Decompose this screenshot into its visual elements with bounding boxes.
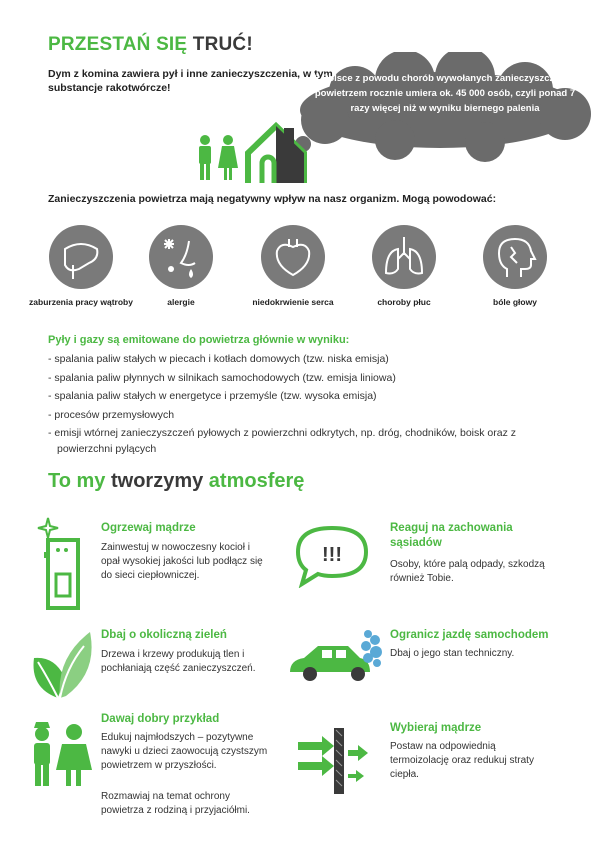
page-title (48, 34, 253, 56)
lungs-icon (372, 225, 436, 289)
intro-text: Dym z komina zawiera pył i inne zanieczyszczenia, w tym substancje rakotwórcze! (48, 68, 333, 94)
effect-label: niedokrwienie serca (252, 297, 334, 307)
effect-lungs (349, 225, 459, 307)
heart-icon (261, 225, 325, 289)
children-icon (26, 718, 96, 790)
list-item: - spalania paliw stałych w piecach i kotłach domowych (tzw. niska emisja) (48, 353, 389, 365)
list-item: - spalania paliw płynnych w silnikach samochodowych (tzw. emisja liniowa) (48, 371, 396, 384)
title-part-2: TRUĆ! (192, 34, 253, 55)
speech-bubble-icon (294, 524, 370, 588)
liver-icon (49, 225, 113, 289)
leaves-icon (28, 626, 96, 704)
emissions-heading: Pyły i gazy są emitowane do powietrza głównie w wyniku: (48, 334, 350, 346)
tip-body-2: Rozmawiaj na temat ochrony powietrza z rodziną i przyjaciółmi. (101, 791, 250, 816)
tip-title: Ogrzewaj mądrze (101, 522, 196, 534)
head-icon (483, 225, 547, 289)
effect-head (460, 225, 570, 307)
effect-label: choroby płuc (377, 297, 431, 307)
insulation-icon (294, 720, 374, 800)
tip-body: Dbaj o jego stan techniczny. (390, 648, 515, 659)
effect-liver (26, 225, 136, 307)
tip-title: Reaguj na zachowania sąsiadów (390, 522, 513, 549)
section-heading (48, 470, 304, 493)
tip-title: Dbaj o okoliczną zieleń (101, 629, 227, 641)
effect-label: bóle głowy (493, 297, 537, 307)
effect-label: zaburzenia pracy wątroby (29, 297, 133, 307)
tip-body: Edukuj najmłodszych – pozytywne nawyki u dzieci zaowocują czystszym powietrzem w przyszłości. (101, 732, 268, 771)
heading-word-1: To my (48, 470, 106, 492)
allergy-icon (149, 225, 213, 289)
tip-body: Postaw na odpowiednią termoizolację oraz redukuj straty ciepła. (390, 741, 534, 780)
heading-word-2: tworzymy (110, 470, 204, 492)
tip-body: Osoby, które palą odpady, szkodzą również Tobie. (390, 559, 545, 584)
effect-heart (238, 225, 348, 307)
car-smoke-icon (284, 628, 384, 688)
title-part-1: PRZESTAŃ SIĘ (48, 34, 188, 55)
effect-label: alergie (167, 297, 195, 307)
boiler-icon (34, 514, 90, 614)
tip-title: Wybieraj mądrze (390, 722, 482, 734)
cloud-statistic: W Polsce z powodu chorób wywołanych zanieczyszczonym powietrzem rocznie umiera ok. 45 000 osób, czyli ponad 7 razy więcej niż w wyniku biernego palenia (310, 73, 580, 114)
family-house-icon (190, 118, 310, 188)
list-item: - emisji wtórnej zanieczyszczeń pyłowych z powierzchni odkrytych, np. dróg, chodników, boisk oraz z powierzchni pylących (48, 427, 517, 455)
exclaim-text: !!! (322, 544, 342, 566)
tip-title: Dawaj dobry przykład (101, 713, 220, 725)
tip-body: Zainwestuj w nowoczesny kocioł i opał wysokiej jakości lub podłącz się do sieci ciepłowniczej. (101, 542, 263, 581)
tip-title: Ogranicz jazdę samochodem (390, 629, 549, 641)
list-item: - procesów przemysłowych (48, 408, 175, 421)
heading-word-3: atmosferę (208, 470, 305, 492)
tip-body: Drzewa i krzewy produkują tlen i pochłaniają część zanieczyszczeń. (101, 649, 256, 674)
emissions-list (48, 352, 568, 460)
effect-allergy (126, 225, 236, 307)
list-item: - spalania paliw stałych w energetyce i przemyśle (tzw. wysoka emisja) (48, 390, 377, 402)
effects-heading: Zanieczyszczenia powietrza mają negatywny wpływ na nasz organizm. Mogą powodować: (48, 193, 497, 205)
